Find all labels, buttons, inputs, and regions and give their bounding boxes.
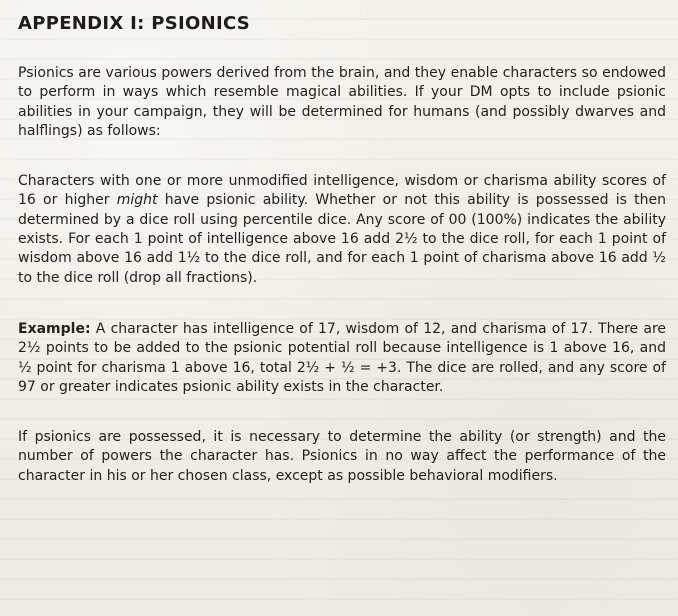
intro-paragraph: Psionics are various powers derived from the brain, and they enable characters so endowed to perform in ways which resemble magical abilities. If your DM opts to include psionic abilities in your campaign, they will be determined for humans (and possibly dwarves and halflings) as follows: <box>18 65 666 139</box>
eligibility-text-before: Characters with one or more unmodified intelligence, wisdom or charisma ability scores of 16 or higher <box>18 173 666 209</box>
document-content <box>18 13 666 486</box>
psionic-eligibility-paragraph <box>18 172 666 288</box>
example-text: A character has intelligence of 17, wisdom of 12, and charisma of 17. There are 2½ points to be added to the psionic potential roll because intelligence is 1 above 16, and ½ point for charisma 1 above 16, total 2½ + ½ = +3. The dice are rolled, and any score of 97 or greater indicates psionic ability exists in the character. <box>18 320 666 395</box>
ability-strength-paragraph: If psionics are possessed, it is necessary to determine the ability (or strength) and the number of powers the character has. Psionics in no way affect the performance of the character in his or her chosen class, except as possible behavioral modifiers. <box>18 429 666 484</box>
appendix-heading: APPENDIX I: PSIONICS <box>18 13 251 34</box>
eligibility-text-after: have psionic ability. Whether or not this ability is possessed is then determined by a dice roll using percentile dice. Any score of 00 (100%) indicates the ability exists. For each 1 point of intelligence above 16 add 2½ to the dice roll, for each 1 point of wisdom above 16 add 1½ to the dice roll, and for each 1 point of charisma above 16 add ½ to the dice roll (drop all fractions). <box>18 192 666 286</box>
example-label: Example: <box>18 320 91 337</box>
eligibility-emphasis: might <box>116 192 158 209</box>
example-paragraph <box>18 320 666 397</box>
